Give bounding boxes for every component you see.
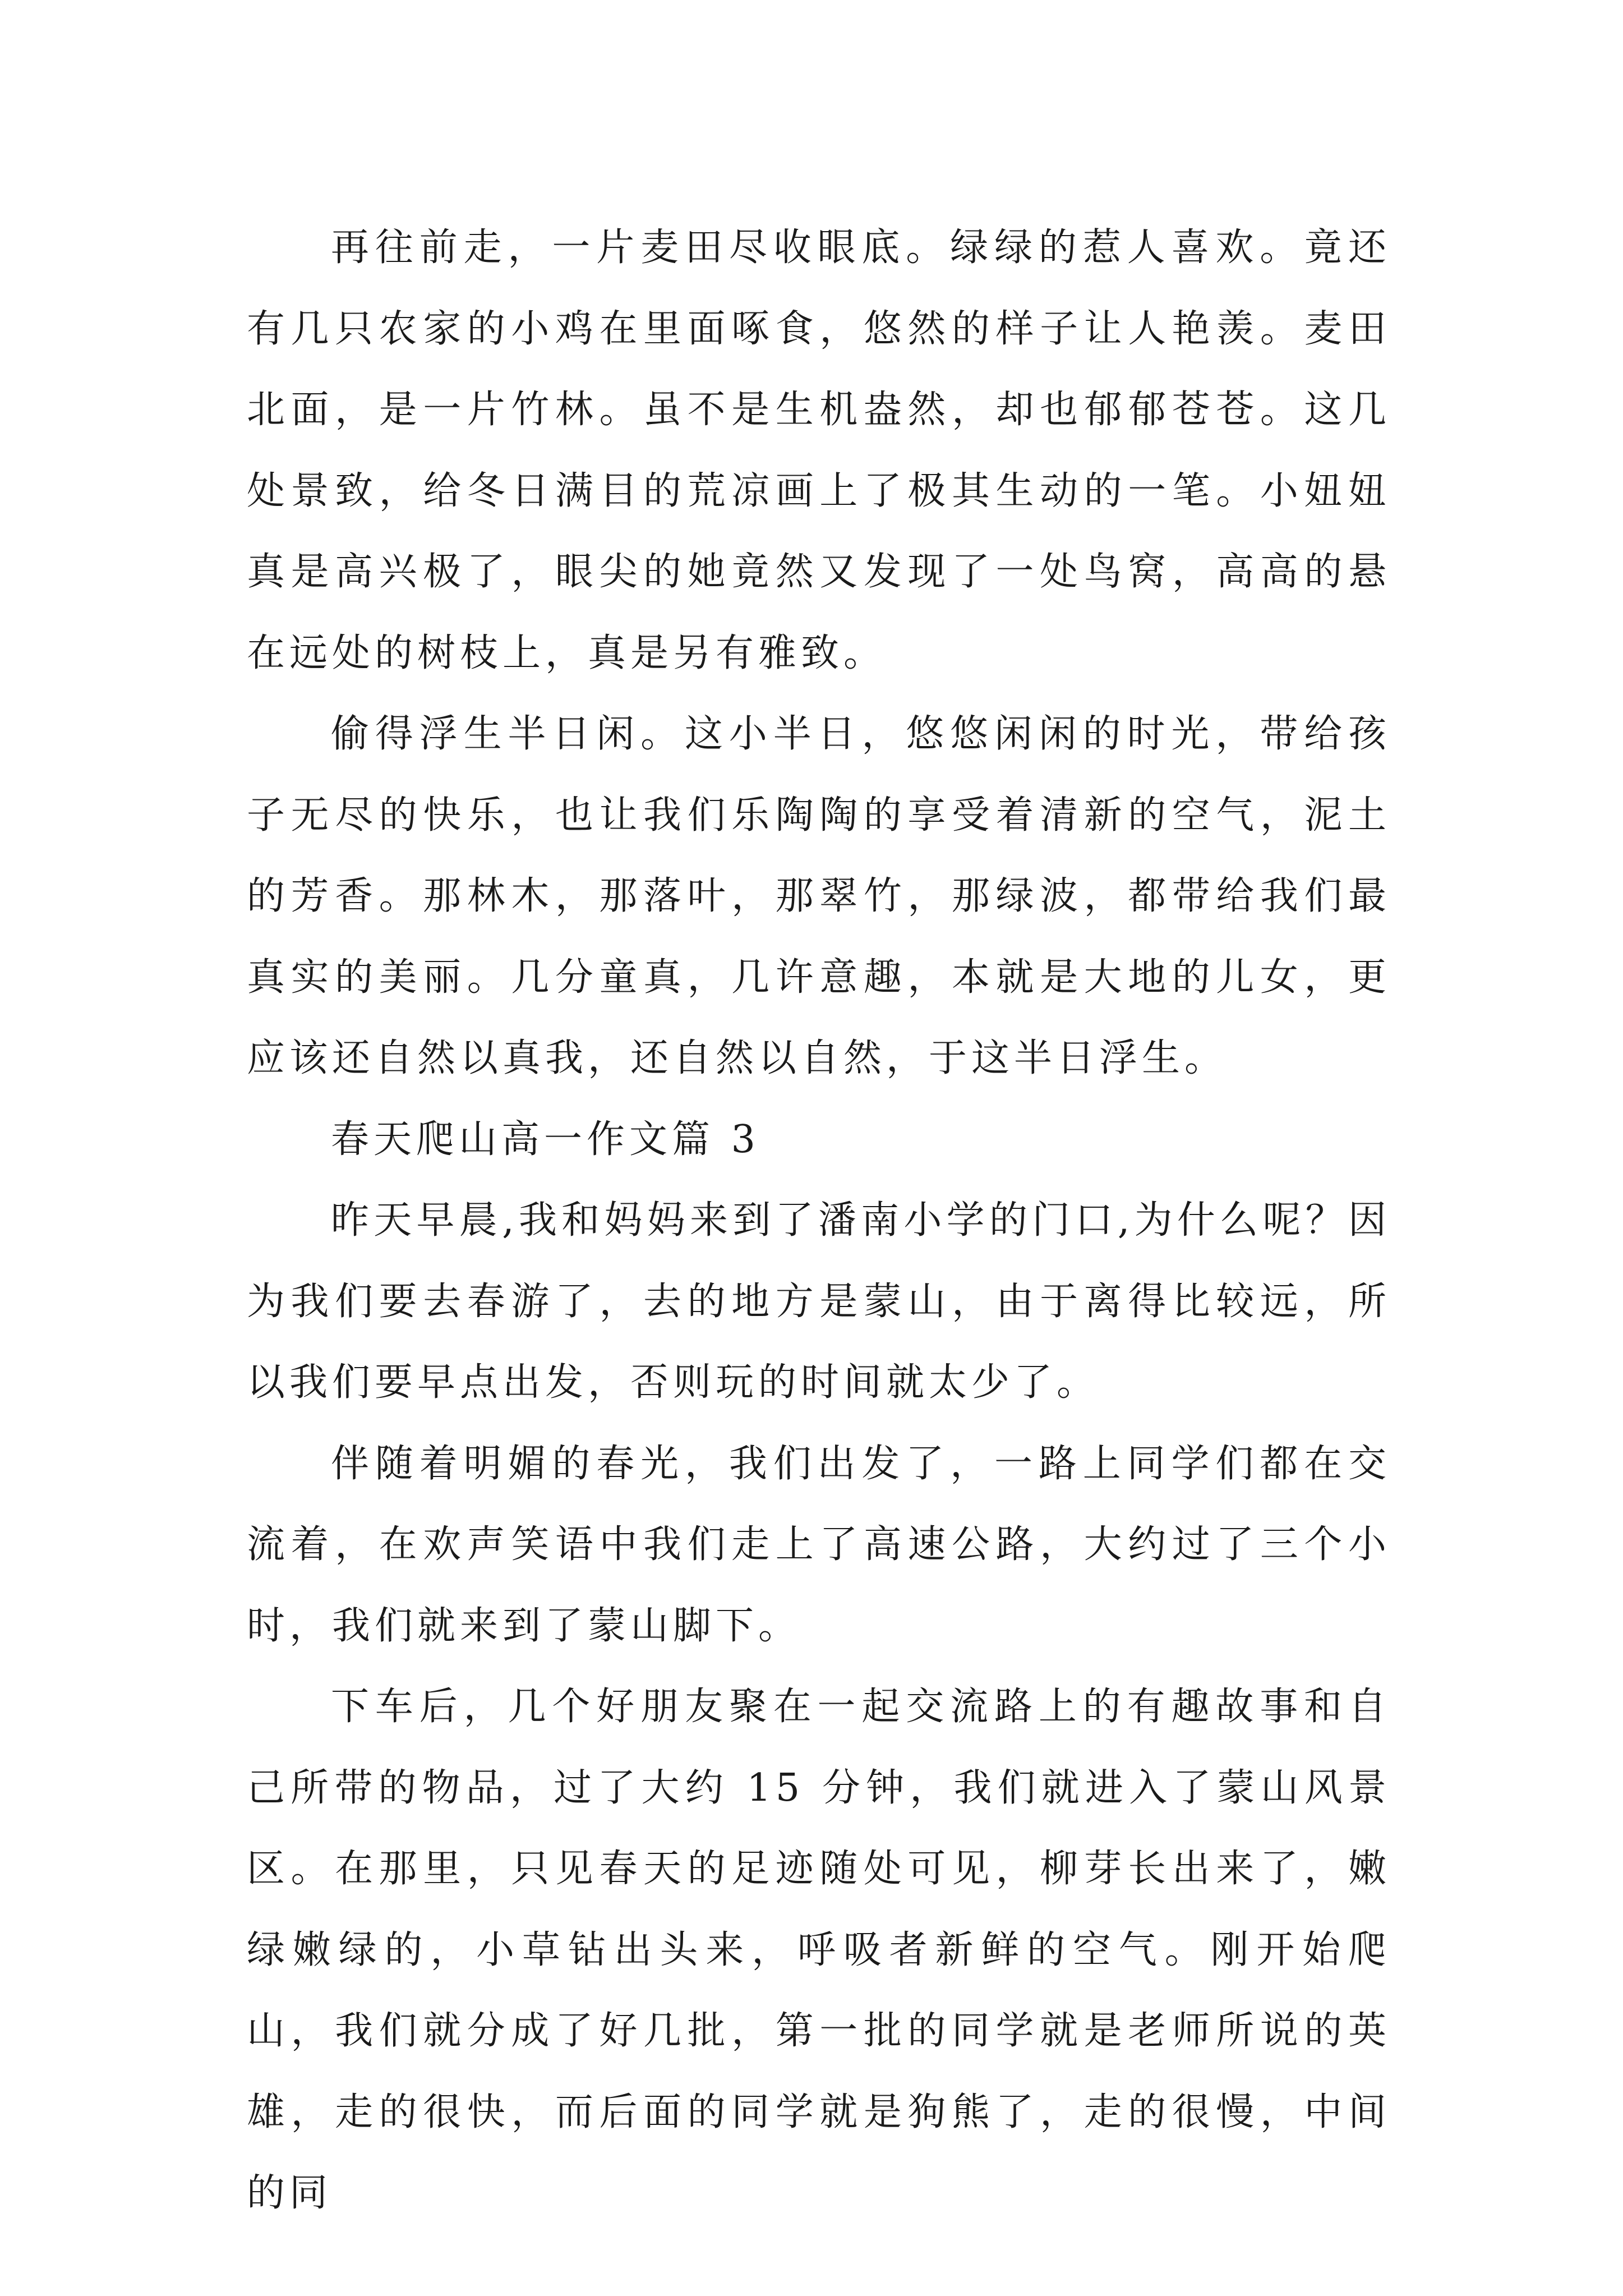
- paragraph-half-day-leisure: 偷得浮生半日闲。这小半日，悠悠闲闲的时光，带给孩子无尽的快乐，也让我们乐陶陶的享受着清新的空气，泥土的芳香。那林木，那落叶，那翠竹，那绿波，都带给我们最真实的美丽。几分童真，几许意趣，本就是大地的儿女，更应该还自然以真我，还自然以自然，于这半日浮生。: [247, 712, 1391, 1080]
- paragraph-climbing: 下车后，几个好朋友聚在一起交流路上的有趣故事和自己所带的物品，过了大约 15 分钟，我们就进入了蒙山风景区。在那里，只见春天的足迹随处可见，柳芽长出来了，嫩绿嫩绿的，小草钻出头来，呼吸者新鲜的空气。刚开始爬山，我们就分成了好几批，第一批的同学就是老师所说的英雄，走的很快，而后面的同学就是狗熊了，走的很慢，中间的同: [247, 1685, 1391, 2215]
- document-body: [247, 208, 1391, 2234]
- paragraph-wheat-field: 再往前走，一片麦田尽收眼底。绿绿的惹人喜欢。竟还有几只农家的小鸡在里面啄食，悠然的样子让人艳羡。麦田北面，是一片竹林。虽不是生机盎然，却也郁郁苍苍。这几处景致，给冬日满目的荒凉画上了极其生动的一笔。小妞妞真是高兴极了，眼尖的她竟然又发现了一处鸟窝，高高的悬在远处的树枝上，真是另有雅致。: [247, 226, 1391, 675]
- paragraph-departure: 伴随着明媚的春光，我们出发了，一路上同学们都在交流着，在欢声笑语中我们走上了高速公路，大约过了三个小时，我们就来到了蒙山脚下。: [247, 1441, 1391, 1648]
- section-title: 春天爬山高一作文篇 3: [331, 1117, 760, 1162]
- paragraph-spring-outing: 昨天早晨,我和妈妈来到了潘南小学的门口,为什么呢？因为我们要去春游了，去的地方是蒙山，由于离得比较远，所以我们要早点出发，否则玩的时间就太少了。: [247, 1198, 1391, 1405]
